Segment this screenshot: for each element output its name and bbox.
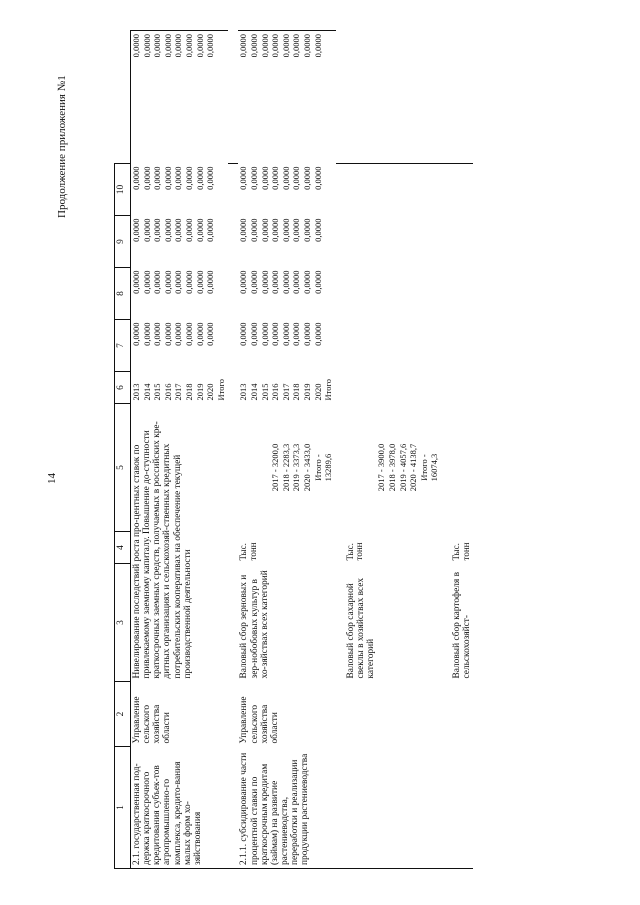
indicator-cell: Валовый сбор зерновых и зер-нобобовых культур в хо-зяйствах всех категорий bbox=[239, 570, 270, 679]
years-cell: 2013 2014 2015 2016 2017 2018 2019 2020 Итого bbox=[238, 378, 334, 401]
unit-cell: Тыс. тонн bbox=[344, 542, 365, 561]
col-header: 9 bbox=[115, 216, 131, 268]
col9-values: 0,0000 0,0000 0,0000 0,0000 0,0000 0,0000 0,0000 0,0000 bbox=[238, 166, 323, 190]
col10-values: 0,0000 0,0000 0,0000 0,0000 0,0000 0,0000 0,0000 0,0000 bbox=[131, 31, 229, 164]
col-header: 2 bbox=[115, 682, 131, 747]
value-cell: 2017 - 3900,0 2018 - 3978,0 2019 - 4057,6 2020 - 4138,7 Итого - 16074,3 bbox=[376, 443, 440, 492]
col8-values: 0,0000 0,0000 0,0000 0,0000 0,0000 0,0000 0,0000 0,0000 bbox=[238, 218, 323, 242]
row-number-name bbox=[238, 747, 335, 869]
value-cell: 2017 - 3200,0 2018 - 2283,3 2019 - 3373,3 2020 - 3433,0 Итого - 13289,6 bbox=[270, 443, 334, 492]
executor-cell: Управление сельского хозяйства области bbox=[131, 682, 229, 747]
col7-values: 0,0000 0,0000 0,0000 0,0000 0,0000 0,0000 0,0000 0,0000 bbox=[131, 268, 229, 320]
annex-title: Продолжение приложения №1 bbox=[56, 75, 68, 218]
col-header: 5 bbox=[115, 404, 131, 532]
indicator-cell: Валовый сбор картофеля в сельскохозяйст- bbox=[452, 571, 473, 679]
unit-cell: Тыс. тонн bbox=[238, 542, 259, 561]
col7-values: 0,0000 0,0000 0,0000 0,0000 0,0000 0,0000 0,0000 0,0000 bbox=[238, 270, 323, 294]
indicator-cell: Нивелирование последствий роста про-центных ставок по привлекаемому заемному капиталу. Повышение до-ступности краткосрочных заемных средств, получаемых в российских кре-дитных организациях и сельскохозяй-ственных кредитных потребительских кооперативах на обеспечение текущей производственной деятельности bbox=[131, 404, 229, 682]
years-cell: 2013 2014 2015 2016 2017 2018 2019 2020 Итого bbox=[131, 372, 229, 404]
table-row bbox=[131, 31, 229, 869]
col-header: 3 bbox=[115, 564, 131, 682]
row-name: субсидирование части процентной ставки по краткосрочным кредитам (займам) на развитие растениеводства, переработки и реализации продукции растениеводства bbox=[239, 752, 311, 865]
col6-values: 0,0000 0,0000 0,0000 0,0000 0,0000 0,0000 0,0000 0,0000 bbox=[238, 322, 323, 346]
col-header: 6 bbox=[115, 372, 131, 404]
row-name: государственная под-держка краткосрочного кредитования субъек-тов агропромышленно-го комплекса, кредито-вания малых форм хо-зяйствования bbox=[132, 761, 203, 865]
row-number: 2.1. bbox=[132, 850, 142, 865]
col-header: 10 bbox=[115, 164, 131, 216]
col9-values: 0,0000 0,0000 0,0000 0,0000 0,0000 0,0000 0,0000 0,0000 bbox=[131, 164, 229, 216]
col8-values: 0,0000 0,0000 0,0000 0,0000 0,0000 0,0000 0,0000 0,0000 bbox=[131, 216, 229, 268]
col-header: 1 bbox=[115, 747, 131, 869]
col-header: 7 bbox=[115, 320, 131, 372]
indicator-cell: Валовый сбор сахарной свеклы в хозяйствах всех категорий bbox=[345, 577, 376, 679]
executor-cell: Управление сельского хозяйства области bbox=[239, 696, 280, 744]
row-number-name bbox=[131, 747, 229, 869]
col6-values: 0,0000 0,0000 0,0000 0,0000 0,0000 0,0000 0,0000 0,0000 bbox=[131, 320, 229, 372]
rotated-table-wrapper bbox=[114, 30, 588, 869]
program-table bbox=[114, 30, 473, 869]
page-number: 14 bbox=[46, 473, 58, 484]
table-row bbox=[336, 31, 442, 869]
row-number: 2.1.1. bbox=[239, 843, 250, 865]
col10-values: 0,0000 0,0000 0,0000 0,0000 0,0000 0,0000 0,0000 0,0000 bbox=[238, 31, 335, 164]
table-row bbox=[442, 31, 473, 869]
column-header-row bbox=[115, 31, 131, 869]
unit-cell: Тыс. тонн bbox=[451, 542, 471, 561]
table-row bbox=[238, 31, 335, 869]
col-header: 8 bbox=[115, 268, 131, 320]
col-header: 4 bbox=[115, 532, 131, 564]
